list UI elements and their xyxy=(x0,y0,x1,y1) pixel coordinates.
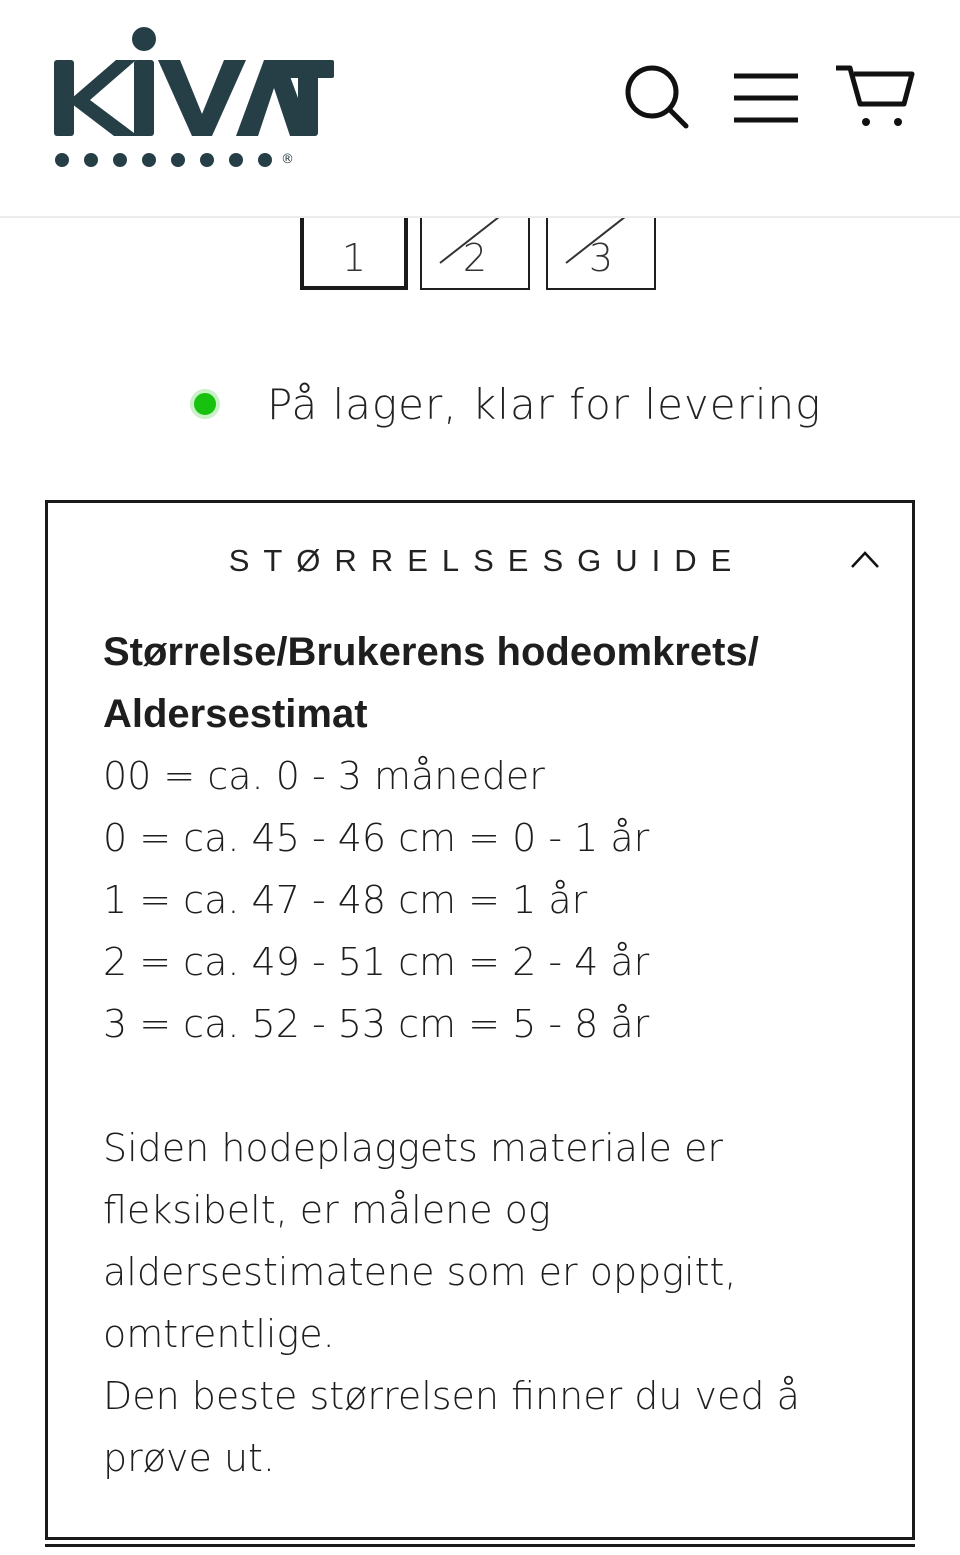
size-guide-accordion xyxy=(45,500,915,1540)
size-row-0: 0 = ca. 45 - 46 cm = 0 - 1 år xyxy=(103,816,650,860)
menu-icon[interactable] xyxy=(730,68,802,128)
size-row-2: 2 = ca. 49 - 51 cm = 2 - 4 år xyxy=(103,940,650,984)
size-guide-heading xyxy=(103,621,873,745)
size-option-label: 3 xyxy=(588,236,614,280)
size-row-1: 1 = ca. 47 - 48 cm = 1 år xyxy=(103,878,588,922)
size-guide-title: STØRRELSESGUIDE xyxy=(228,543,746,578)
size-row-00: 00 = ca. 0 - 3 måneder xyxy=(103,754,545,798)
logo-dot xyxy=(142,153,156,167)
note-line: prøve ut. xyxy=(103,1436,276,1480)
chevron-up-icon[interactable] xyxy=(848,547,882,571)
logo-dot xyxy=(55,153,69,167)
size-row-3: 3 = ca. 52 - 53 cm = 5 - 8 år xyxy=(103,1002,650,1046)
site-header xyxy=(0,0,960,218)
size-guide-heading-line: Aldersestimat xyxy=(103,692,368,736)
divider xyxy=(45,1544,915,1547)
logo-dot xyxy=(258,153,272,167)
stock-status xyxy=(190,376,821,432)
size-option-label: 1 xyxy=(341,236,367,280)
note-line: Den beste størrelsen finner du ved å xyxy=(103,1374,800,1418)
logo-dot xyxy=(229,153,243,167)
registered-mark: ® xyxy=(281,152,294,167)
stock-text: På lager, klar for levering xyxy=(267,379,822,429)
logo-dot xyxy=(84,153,98,167)
size-guide-heading-line: Størrelse/Brukerens hodeomkrets/ xyxy=(103,630,759,674)
size-guide-note xyxy=(103,1117,873,1489)
note-line: aldersestimatene som er oppgitt, xyxy=(103,1250,737,1294)
note-line: omtrentlige. xyxy=(103,1312,335,1356)
spacer xyxy=(103,1055,873,1117)
logo-dot xyxy=(200,153,214,167)
note-line: Siden hodeplaggets materiale er xyxy=(103,1126,723,1170)
cart-icon[interactable] xyxy=(834,60,916,132)
logo-dots xyxy=(55,152,294,167)
size-guide-content xyxy=(103,621,873,1489)
search-icon[interactable] xyxy=(622,62,692,132)
size-guide-toggle[interactable] xyxy=(48,503,912,623)
logo-dot xyxy=(171,153,185,167)
size-option-label: 2 xyxy=(462,236,488,280)
logo-wordmark xyxy=(50,24,340,144)
logo-dot xyxy=(113,153,127,167)
note-line: fleksibelt, er målene og xyxy=(103,1188,551,1232)
kivat-logo[interactable] xyxy=(50,24,340,174)
in-stock-indicator xyxy=(190,389,220,419)
